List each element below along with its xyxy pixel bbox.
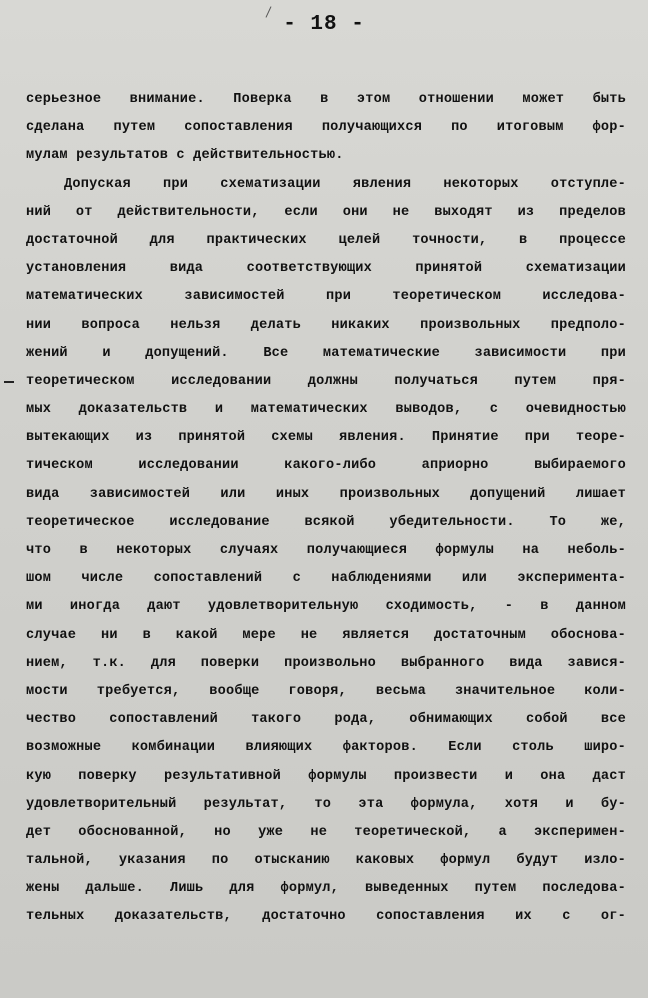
text-line: Допуская при схематизации явления некоторых отступле-: [64, 176, 626, 192]
text-line: мулам результатов с действительностью.: [26, 148, 344, 164]
text-line: кую поверку результативной формулы произвести и она даст: [26, 768, 626, 784]
text-line: что в некоторых случаях получающиеся формулы на неболь-: [26, 543, 626, 558]
text-line: вытекающих из принятой схемы явления. Принятие при теоре-: [26, 430, 626, 446]
text-line: шом числе сопоставлений с наблюдениями или эксперимента-: [26, 571, 626, 587]
text-line: мых доказательств и математических выводов, с очевидностью: [26, 402, 626, 418]
text-line: удовлетворительный результат, то эта формула, хотя и бу-: [26, 796, 626, 812]
text-line: случае ни в какой мере не является достаточным обоснова-: [26, 627, 626, 643]
text-line: нием, т.к. для поверки произвольно выбранного вида завися-: [26, 655, 626, 671]
text-line: теоретическом исследовании должны получаться путем пря-: [26, 373, 626, 389]
text-line: жены дальше. Лишь для формул, выведенных путем последова-: [26, 881, 626, 897]
margin-mark: [4, 381, 14, 383]
text-line: тальной, указания по отысканию каковых формул будут изло-: [26, 853, 626, 869]
body-text: [26, 86, 626, 932]
page-number: - 18 -: [283, 13, 365, 36]
text-line: математических зависимостей при теоретическом исследова-: [26, 289, 626, 305]
text-line: вида зависимостей или иных произвольных допущений лишает: [26, 486, 626, 502]
text-line: сделана путем сопоставления получающихся по итоговым фор-: [26, 120, 626, 136]
text-line: нии вопроса нельзя делать никаких произвольных предполо-: [26, 317, 626, 333]
text-line: жений и допущений. Все математические зависимости при: [26, 345, 626, 361]
text-line: мости требуется, вообще говоря, весьма значительное коли-: [26, 683, 626, 699]
text-line: теоретическое исследование всякой убедительности. То же,: [26, 514, 626, 530]
text-line: чество сопоставлений такого рода, обнимающих собой все: [26, 712, 626, 728]
text-line: серьезное внимание. Поверка в этом отношении может быть: [26, 92, 626, 107]
text-line: тельных доказательств, достаточно сопоставления их с ог-: [26, 909, 626, 925]
text-line: достаточной для практических целей точности, в процессе: [26, 232, 626, 248]
text-line: дет обоснованной, но уже не теоретической, а эксперимен-: [26, 824, 626, 840]
text-line: ми иногда дают удовлетворительную сходимость, - в данном: [26, 599, 626, 615]
text-line: тическом исследовании какого-либо априорно выбираемого: [26, 458, 626, 474]
text-line: ний от действительности, если они не выходят из пределов: [26, 204, 626, 220]
text-line: установления вида соответствующих принятой схематизации: [26, 261, 626, 277]
text-line: возможные комбинации влияющих факторов. Если столь широ-: [26, 740, 626, 756]
